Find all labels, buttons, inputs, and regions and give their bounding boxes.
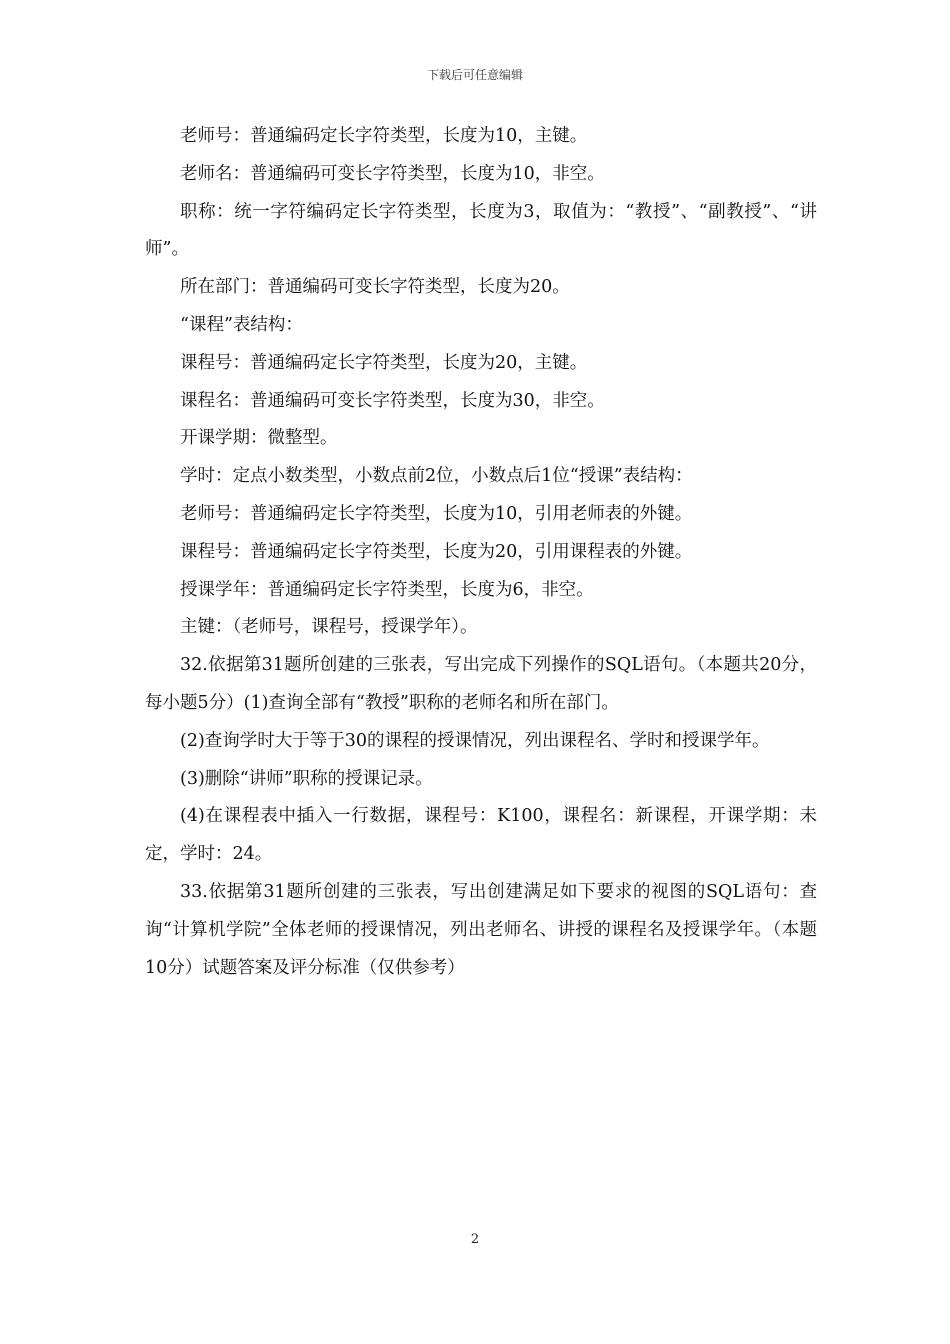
page-header: 下载后可任意编辑 [426,68,523,82]
paragraph: 课程号：普通编码定长字符类型，长度为20，主键。 [180,352,588,373]
paragraph: 33.依据第31题所创建的三张表，写出创建满足如下要求的视图的SQL语句：查询“计算机学院”全体老师的授课情况，列出老师名、讲授的课程名及授课学年。（本题10分）试题答案及评分标准（仅供参考） [145,881,817,978]
paragraph: 学时：定点小数类型，小数点前2位，小数点后1位“授课”表结构： [180,466,693,487]
paragraph: 主键：（老师号，课程号，授课学年）。 [180,617,478,638]
paragraph: 课程号：普通编码定长字符类型，长度为20，引用课程表的外键。 [180,541,693,562]
paragraph: 老师名：普通编码可变长字符类型，长度为10，非空。 [180,163,605,184]
paragraph: “课程”表结构： [180,314,303,335]
page-number: 2 [470,1232,480,1247]
paragraph: (2)查询学时大于等于30的课程的授课情况，列出课程名、学时和授课学年。 [180,730,770,751]
paragraph: 老师号：普通编码定长字符类型，长度为10，引用老师表的外键。 [180,503,693,524]
paragraph: 职称：统一字符编码定长字符类型，长度为3，取值为：“教授”、“副教授”、“讲师”。 [145,201,817,260]
document-body [145,118,817,987]
paragraph: (3)删除“讲师”职称的授课记录。 [180,768,433,789]
paragraph: 授课学年：普通编码定长字符类型，长度为6，非空。 [180,579,594,600]
paragraph: 老师号：普通编码定长字符类型，长度为10，主键。 [180,126,588,146]
paragraph: 开课学期：微整型。 [180,428,338,449]
paragraph: 32.依据第31题所创建的三张表，写出完成下列操作的SQL语句。（本题共20分，每小题5分）(1)查询全部有“教授”职称的老师名和所在部门。 [145,655,817,713]
paragraph: 所在部门：普通编码可变长字符类型，长度为20。 [180,277,570,298]
paragraph: (4)在课程表中插入一行数据，课程号：K100，课程名：新课程，开课学期：未定，学时：24。 [145,806,817,865]
paragraph: 课程名：普通编码可变长字符类型，长度为30，非空。 [180,390,605,411]
